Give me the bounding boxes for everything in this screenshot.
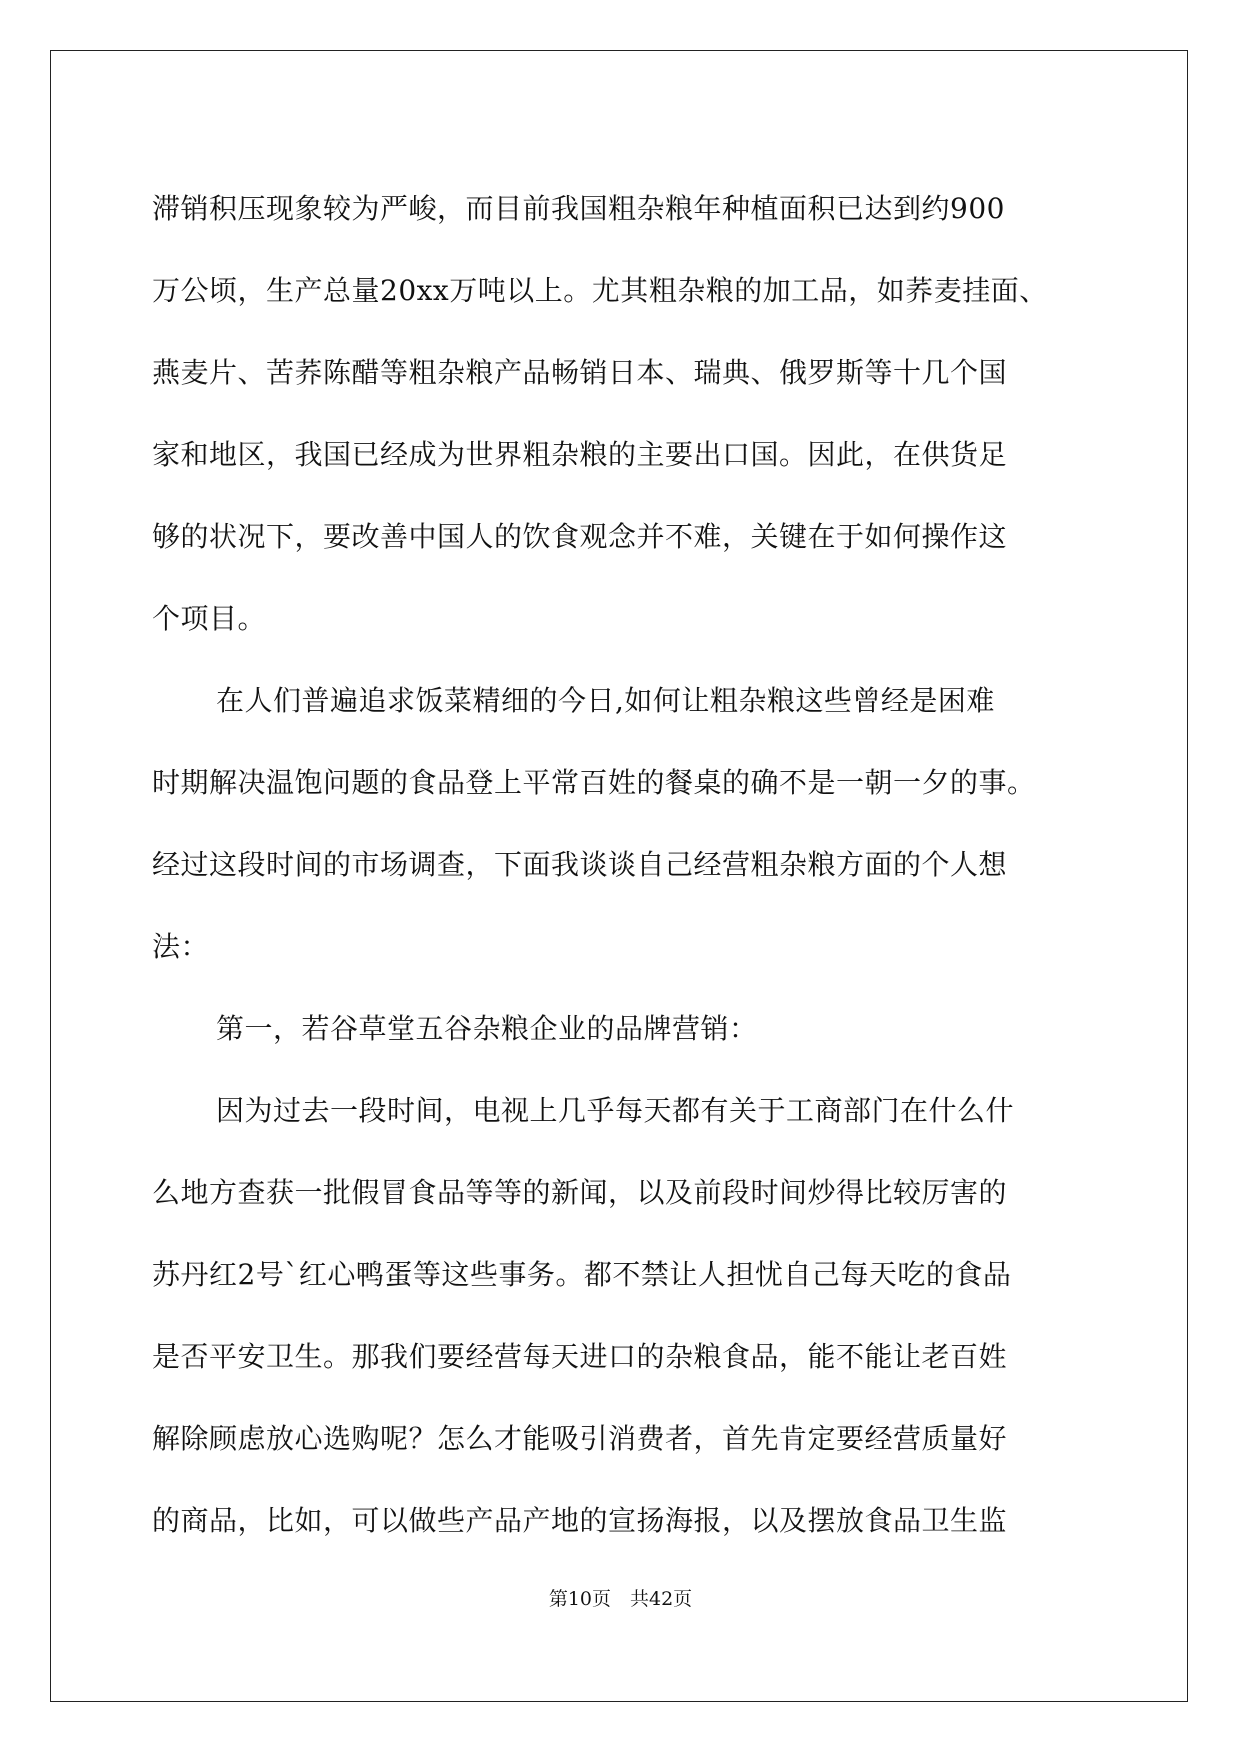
text-line-8: 时期解决温饱问题的食品登上平常百姓的餐桌的确不是一朝一夕的事。 (152, 766, 1036, 799)
text-line-16: 解除顾虑放心选购呢？怎么才能吸引消费者，首先肯定要经营质量好 (152, 1422, 1008, 1455)
text-line-12: 因为过去一段时间，电视上几乎每天都有关于工商部门在什么什 (216, 1094, 1015, 1127)
text-line-2: 万公顷，生产总量20xx万吨以上。尤其粗杂粮的加工品，如荞麦挂面、 (152, 274, 1048, 307)
text-line-17: 的商品，比如，可以做些产品产地的宣扬海报，以及摆放食品卫生监 (152, 1504, 1008, 1537)
text-line-3: 燕麦片、苦荞陈醋等粗杂粮产品畅销日本、瑞典、俄罗斯等十几个国 (152, 356, 1008, 389)
text-line-9: 经过这段时间的市场调查，下面我谈谈自己经营粗杂粮方面的个人想 (152, 848, 1008, 881)
document-body (152, 168, 1132, 1562)
text-line-6: 个项目。 (152, 602, 267, 635)
text-line-13: 么地方查获一批假冒食品等等的新闻，以及前段时间炒得比较厉害的 (152, 1176, 1008, 1209)
page-number-footer: 第10页 共42页 (548, 1588, 693, 1610)
text-line-14: 苏丹红2号`红心鸭蛋等这些事务。都不禁让人担忧自己每天吃的食品 (152, 1258, 1012, 1291)
text-line-7: 在人们普遍追求饭菜精细的今日,如何让粗杂粮这些曾经是困难 (216, 684, 995, 717)
text-line-4: 家和地区，我国已经成为世界粗杂粮的主要出口国。因此，在供货足 (152, 438, 1008, 471)
text-line-1: 滞销积压现象较为严峻，而目前我国粗杂粮年种植面积已达到约900 (152, 192, 1005, 225)
text-line-11: 第一，若谷草堂五谷杂粮企业的品牌营销： (216, 1012, 758, 1045)
text-line-10: 法： (152, 930, 210, 963)
text-line-15: 是否平安卫生。那我们要经营每天进口的杂粮食品，能不能让老百姓 (152, 1340, 1008, 1373)
text-line-5: 够的状况下，要改善中国人的饮食观念并不难，关键在于如何操作这 (152, 520, 1008, 553)
